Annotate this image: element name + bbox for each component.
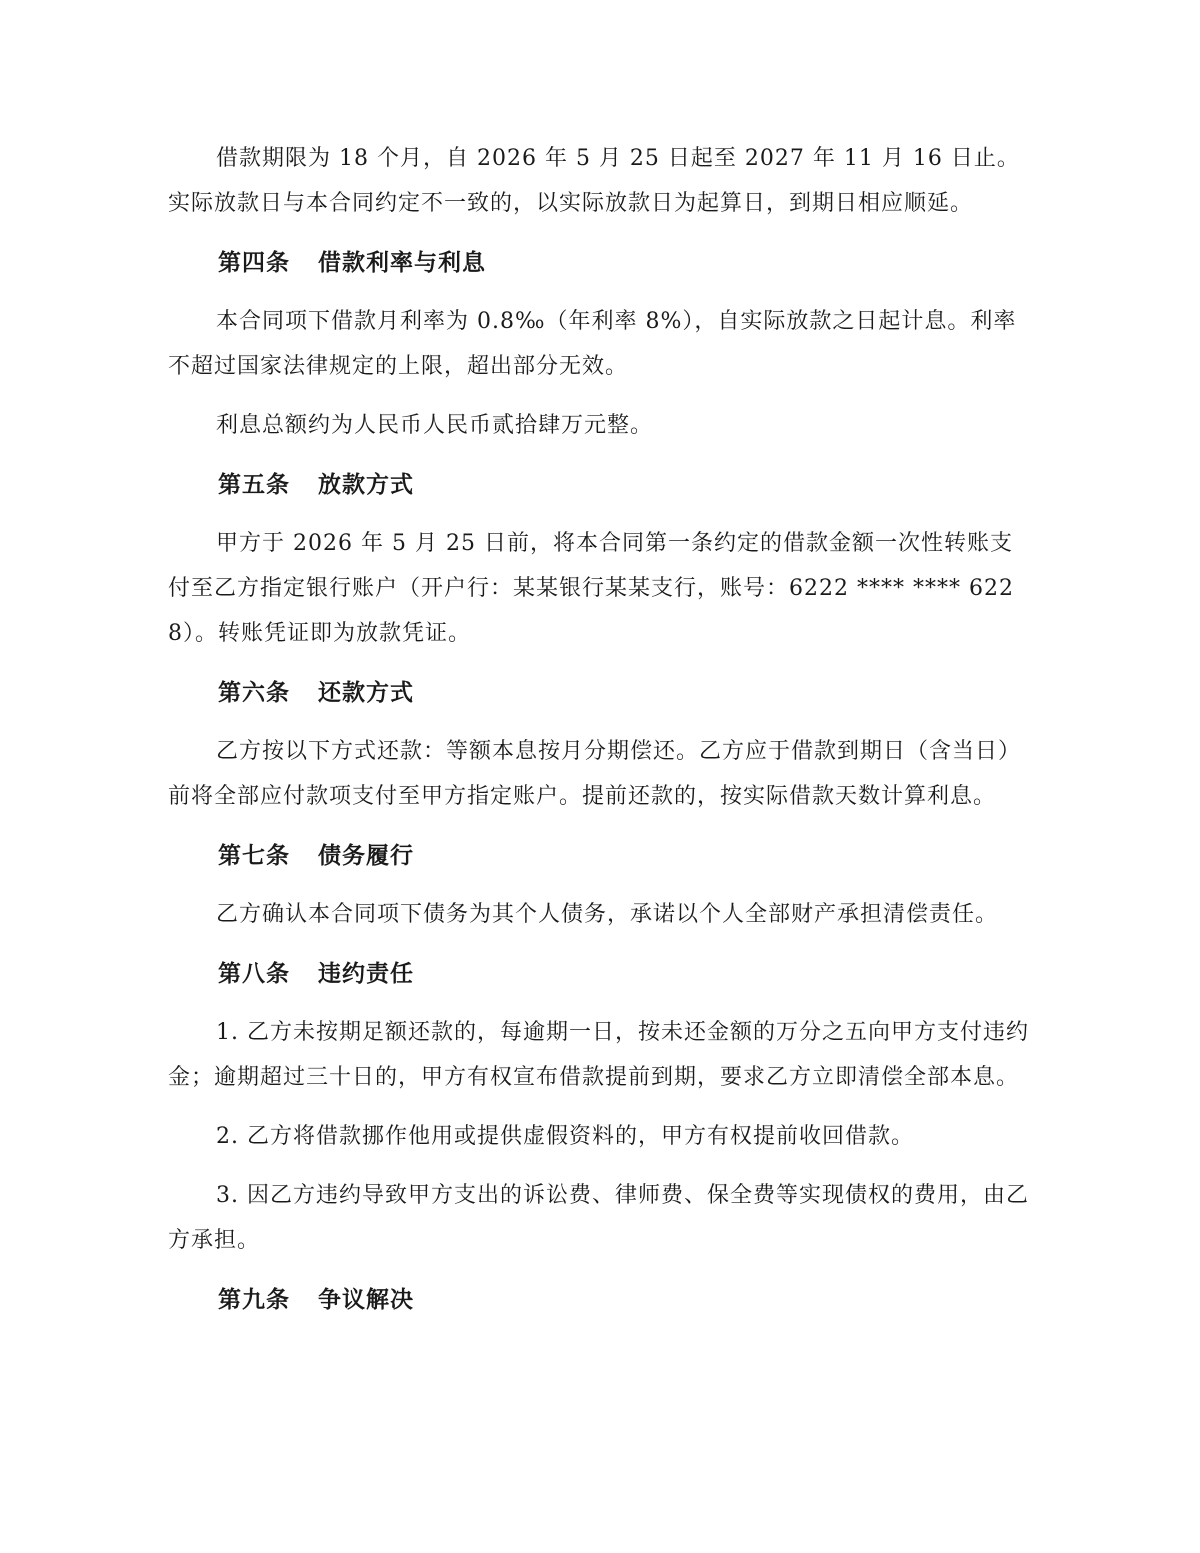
breach-clause-1: 1. 乙方未按期足额还款的，每逾期一日，按未还金额的万分之五向甲方支付违约金；逾期超过三十日的，甲方有权宣布借款提前到期，要求乙方立即清偿全部本息。: [168, 1020, 1029, 1090]
article-8-heading: [168, 951, 1032, 996]
article-6-title: 还款方式: [318, 679, 414, 706]
contract-page: [168, 136, 1032, 1322]
article-9-number: 第九条: [218, 1286, 290, 1313]
repayment-paragraph: 乙方按以下方式还款：等额本息按月分期偿还。乙方应于借款到期日（含当日）前将全部应付款项支付至甲方指定账户。提前还款的，按实际借款天数计算利息。: [168, 739, 1022, 809]
interest-total-paragraph: 利息总额约为人民币人民币贰拾肆万元整。: [216, 413, 654, 438]
article-5-number: 第五条: [218, 471, 290, 498]
article-5-title: 放款方式: [318, 471, 414, 498]
article-7-number: 第七条: [218, 842, 290, 869]
loan-term-paragraph: 借款期限为 18 个月，自 2026 年 5 月 25 日起至 2027 年 11 月 16 日止。实际放款日与本合同约定不一致的，以实际放款日为起算日，到期日相应顺延。: [168, 146, 1020, 216]
article-4-heading: [168, 240, 1032, 285]
article-6-heading: [168, 670, 1032, 715]
article-4-title: 借款利率与利息: [318, 249, 486, 276]
article-7-heading: [168, 833, 1032, 878]
article-9-heading: [168, 1277, 1032, 1322]
article-5-heading: [168, 462, 1032, 507]
debt-performance-paragraph: 乙方确认本合同项下债务为其个人债务，承诺以个人全部财产承担清偿责任。: [216, 902, 999, 927]
article-9-title: 争议解决: [318, 1286, 414, 1313]
article-8-number: 第八条: [218, 960, 290, 987]
article-8-title: 违约责任: [318, 960, 414, 987]
interest-rate-paragraph: 本合同项下借款月利率为 0.8‰（年利率 8%），自实际放款之日起计息。利率不超过国家法律规定的上限，超出部分无效。: [168, 309, 1017, 379]
article-4-number: 第四条: [218, 249, 290, 276]
breach-clause-2: 2. 乙方将借款挪作他用或提供虚假资料的，甲方有权提前收回借款。: [216, 1124, 914, 1149]
article-6-number: 第六条: [218, 679, 290, 706]
disbursement-paragraph: 甲方于 2026 年 5 月 25 日前，将本合同第一条约定的借款金额一次性转账支付至乙方指定银行账户（开户行：某某银行某某支行，账号：6222 **** **** 6228）。转账凭证即为放款凭证。: [168, 531, 1014, 646]
breach-clause-3: 3. 因乙方违约导致甲方支出的诉讼费、律师费、保全费等实现债权的费用，由乙方承担。: [168, 1183, 1029, 1253]
article-7-title: 债务履行: [318, 842, 414, 869]
